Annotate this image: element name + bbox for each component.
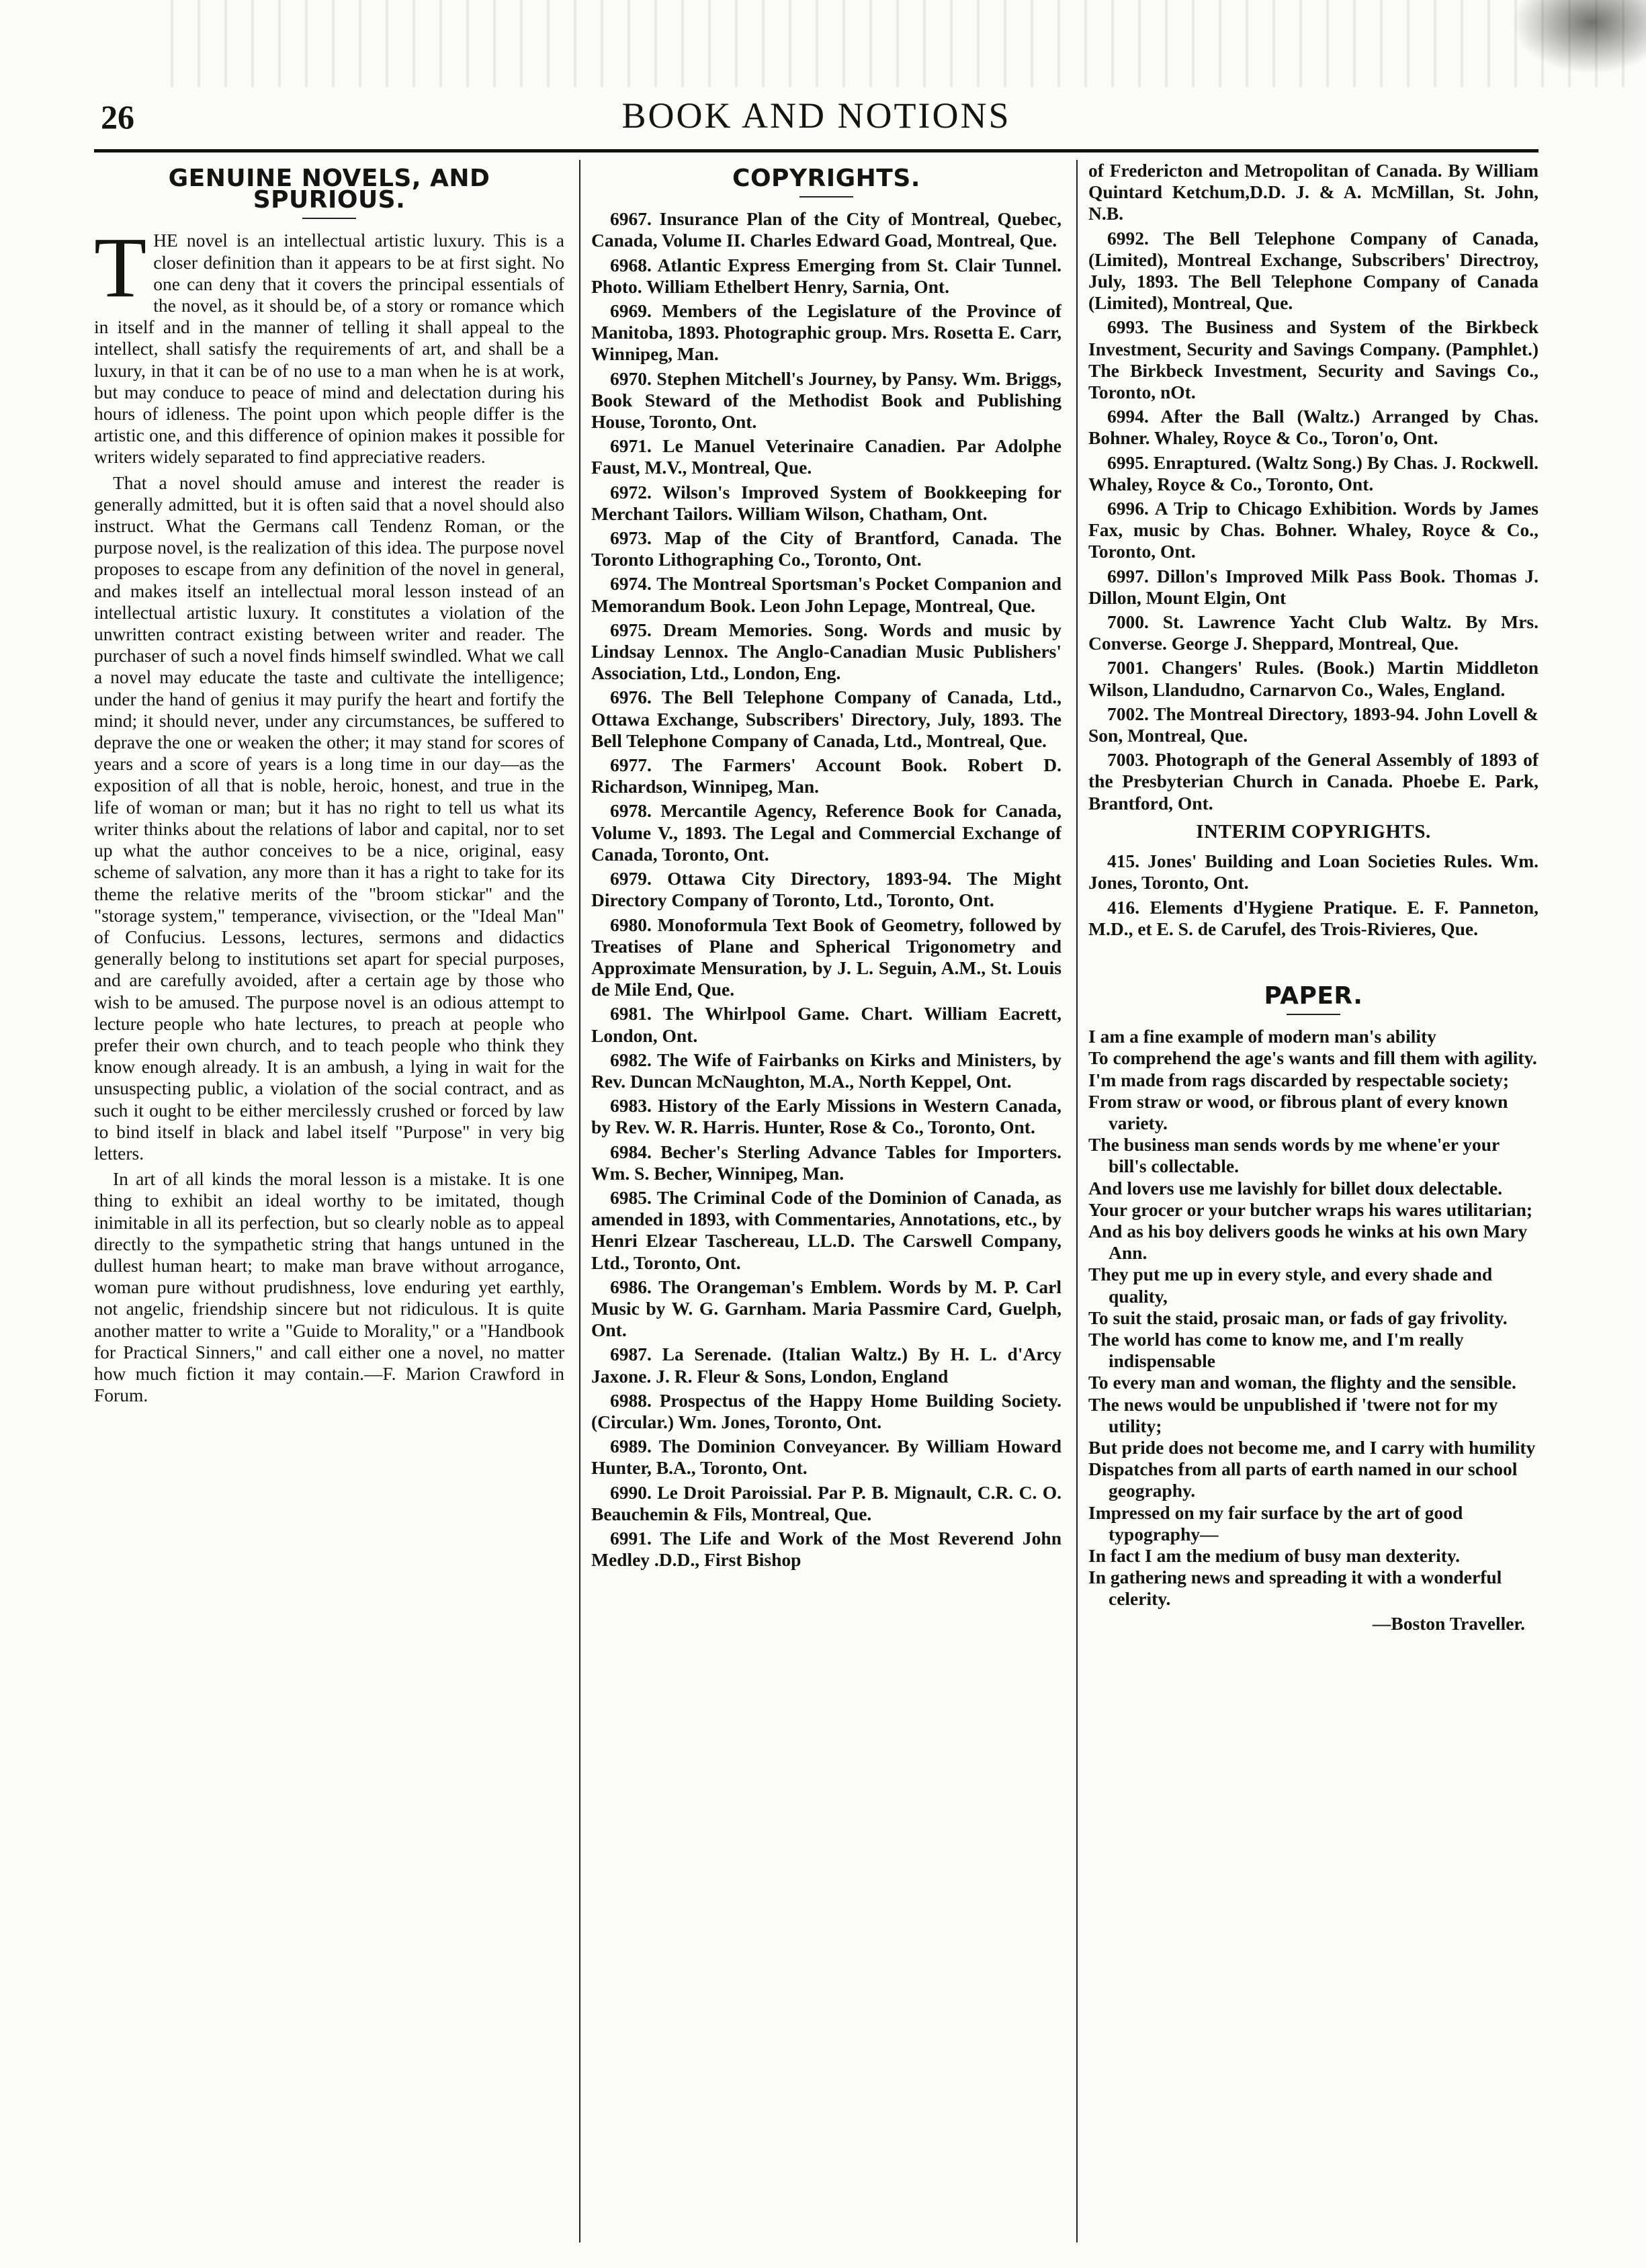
copyright-entry: 7001. Changers' Rules. (Book.) Martin Middleton Wilson, Llandudno, Carnarvon Co., Wales, England. (1088, 657, 1539, 700)
poem-line: Impressed on my fair surface by the art of good typography— (1088, 1501, 1463, 1544)
copyright-entry: 6996. A Trip to Chicago Exhibition. Words by James Fax, music by Chas. Bohner. Whaley, Royce & Co., Toronto, Ont. (1088, 498, 1539, 562)
poem-line: I am a fine example of modern man's ability (1088, 1026, 1436, 1047)
copyright-entry: 6970. Stephen Mitchell's Journey, by Pansy. Wm. Briggs, Book Steward of the Methodist Book and Publishing House, Toronto, Ont. (591, 367, 1062, 433)
column-novels (94, 160, 564, 2242)
copyright-entry: 6982. The Wife of Fairbanks on Kirks and Ministers, by Rev. Duncan McNaughton, M.A., North Keppel, Ont. (591, 1049, 1062, 1092)
copyright-entry-continuation: of Fredericton and Metropolitan of Canada. By William Quintard Ketchum,D.D. J. & A. McMillan, St. John, N.B. (1088, 160, 1539, 224)
poem-line: In fact I am the medium of busy man dexterity. (1088, 1544, 1461, 1566)
copyright-entry: 6968. Atlantic Express Emerging from St. Clair Tunnel. Photo. William Ethelbert Henry, Sarnia, Ont. (591, 254, 1062, 297)
copyright-entry: 6992. The Bell Telephone Company of Canada, (Limited), Montreal Exchange, Subscribers' Directroy, July, 1893. The Bell Telephone Company of Canada (Limited), Montreal, Que. (1088, 227, 1539, 314)
copyright-entry: 6981. The Whirlpool Game. Chart. William Eacrett, London, Ont. (591, 1003, 1062, 1046)
copyright-entry: 7003. Photograph of the General Assembly of 1893 of the Presbyterian Church in Canada. Phoebe E. Park, Brantford, Ont. (1088, 749, 1539, 814)
copyright-entry: 6990. Le Droit Paroissial. Par P. B. Mignault, C.R. C. O. Beauchemin & Fils, Montreal, Que. (591, 1481, 1062, 1524)
heading-rule (1287, 1014, 1340, 1015)
heading-rule (799, 196, 853, 198)
copyright-entry: 6991. The Life and Work of the Most Reverend John Medley .D.D., First Bishop (591, 1527, 1062, 1571)
spacer (1088, 943, 1539, 977)
copyright-entry: 6995. Enraptured. (Waltz Song.) By Chas. J. Rockwell. Whaley, Royce & Co., Toronto, Ont. (1088, 451, 1539, 494)
scan-noise (161, 0, 1646, 87)
poem-line: They put me up in every style, and every shade and quality, (1088, 1264, 1493, 1307)
copyright-entry: 6967. Insurance Plan of the City of Montreal, Quebec, Canada, Volume II. Charles Edward Goad, Montreal, Que. (591, 208, 1062, 251)
poem-attribution: —Boston Traveller. (1372, 1612, 1525, 1634)
copyright-entry: 6987. La Serenade. (Italian Waltz.) By H. L. d'Arcy Jaxone. J. R. Fleur & Sons, London, England (591, 1344, 1062, 1387)
interim-copyrights-heading: INTERIM COPYRIGHTS. (1196, 820, 1431, 842)
poem-line: To every man and woman, the flighty and the sensible. (1088, 1372, 1516, 1393)
copyright-entry: 6984. Becher's Sterling Advance Tables for Importers. Wm. S. Becher, Winnipeg, Man. (591, 1141, 1062, 1184)
poem-line: And as his boy delivers goods he winks at his own Mary Ann. (1088, 1220, 1528, 1264)
scan-smudge (1512, 0, 1646, 74)
copyright-entry: 6974. The Montreal Sportsman's Pocket Companion and Memorandum Book. Leon John Lepage, Montreal, Que. (591, 573, 1062, 616)
column-copyrights-continued (1088, 160, 1539, 2242)
poem-line: But pride does not become me, and I carry with humility (1088, 1436, 1536, 1458)
poem-line: Dispatches from all parts of earth named in our school geography. (1088, 1458, 1518, 1501)
column-divider (579, 160, 580, 2242)
column-copyrights (591, 160, 1062, 2242)
poem-line: In gathering news and spreading it with a wonderful celerity. (1088, 1567, 1502, 1610)
paragraph (94, 220, 564, 468)
poem-line: To comprehend the age's wants and fill them with agility. (1088, 1047, 1537, 1069)
poem-line: The business man sends words by me whene'er your bill's collectable. (1088, 1134, 1500, 1177)
copyright-entry: 6971. Le Manuel Veterinaire Canadien. Par Adolphe Faust, M.V., Montreal, Que. (591, 435, 1062, 478)
paragraph: In art of all kinds the moral lesson is a mistake. It is one thing to exhibit an ideal worthy to be imitated, though inimitable in all its perfection, but so clearly noble as to appeal directly to the sympathetic string that hangs untuned in the dullest human heart; to make man brave without arrogance, woman pure without prudishness, love enduring yet earthly, not angelic, friendship sincere but not ridiculous. It is quite another matter to write a "Guide to Morality," or a "Handbook for Practical Sinners," and call either one a novel, no matter how much fiction it may contain.—F. Marion Crawford in Forum. (94, 1168, 564, 1406)
poem-line: Your grocer or your butcher wraps his wares utilitarian; (1088, 1198, 1533, 1220)
interim-copyright-entry: 416. Elements d'Hygiene Pratique. E. F. Panneton, M.D., et E. S. de Carufel, des Trois-Rivieres, Que. (1088, 896, 1539, 939)
page-header (101, 91, 1532, 151)
article-columns (94, 160, 1539, 2242)
copyright-entry: 6983. History of the Early Missions in Western Canada, by Rev. W. R. Harris. Hunter, Rose & Co., Toronto, Ont. (591, 1095, 1062, 1138)
poem-heading: PAPER. (1264, 982, 1363, 1010)
drop-cap: T (94, 220, 147, 316)
copyright-entry: 6969. Members of the Legislature of the Province of Manitoba, 1893. Photographic group. Mrs. Rosetta E. Carr, Winnipeg, Man. (591, 300, 1062, 365)
poem-line: And lovers use me lavishly for billet doux delectable. (1088, 1177, 1502, 1198)
copyright-entry: 6989. The Dominion Conveyancer. By William Howard Hunter, B.A., Toronto, Ont. (591, 1436, 1062, 1479)
copyright-entry: 6986. The Orangeman's Emblem. Words by M. P. Carl Music by W. G. Garnham. Maria Passmire Card, Guelph, Ont. (591, 1276, 1062, 1341)
paragraph-text: HE novel is an intellectual artistic luxury. This is a closer definition than it appears to be at first sight. No one can deny that it covers the principal essentials of the novel, as it should be, of a story or romance which in itself and in the manner of telling it shall appeal to the intellect, shall satisfy the requirements of art, and shall be a luxury, in that it can be of no use to a man when he is at work, but may conduce to peace of mind and delectation during his hours of idleness. The point upon which people differ is the artistic one, and this difference of opinion makes it possible for writers widely separated to find appreciative readers. (94, 230, 564, 468)
journal-title: BOOK AND NOTIONS (621, 95, 1011, 136)
heading-rule (302, 218, 356, 219)
article-heading-copyrights: COPYRIGHTS. (732, 165, 920, 192)
poem-line: To suit the staid, prosaic man, or fads of gay frivolity. (1088, 1307, 1508, 1328)
copyright-entry: 7002. The Montreal Directory, 1893-94. John Lovell & Son, Montreal, Que. (1088, 703, 1539, 746)
copyright-entry: 6978. Mercantile Agency, Reference Book for Canada, Volume V., 1893. The Legal and Commercial Exchange of Canada, Toronto, Ont. (591, 800, 1062, 865)
article-heading-novels: GENUINE NOVELS, AND SPURIOUS. (168, 165, 490, 214)
column-divider (1076, 160, 1078, 2242)
page-number: 26 (101, 98, 134, 136)
copyright-entry: 6985. The Criminal Code of the Dominion of Canada, as amended in 1893, with Commentaries, Annotations, etc., by Henri Elzear Taschereau, LL.D. The Carswell Company, Ltd., Toronto, Ont. (591, 1186, 1062, 1273)
copyright-entry: 6979. Ottawa City Directory, 1893-94. The Might Directory Company of Toronto, Ltd., Toronto, Ont. (591, 868, 1062, 911)
header-rule (94, 149, 1539, 152)
copyright-entry: 6976. The Bell Telephone Company of Canada, Ltd., Ottawa Exchange, Subscribers' Directory, July, 1893. The Bell Telephone Company of Canada, Ltd., Montreal, Que. (591, 687, 1062, 751)
copyright-entry: 6980. Monoformula Text Book of Geometry, followed by Treatises of Plane and Spherical Trigonometry and Approximate Mensuration, by J. L. Seguin, A.M., St. Louis de Mile End, Que. (591, 914, 1062, 1000)
copyright-entry: 6997. Dillon's Improved Milk Pass Book. Thomas J. Dillon, Mount Elgin, Ont (1088, 565, 1539, 608)
copyright-entry: 6977. The Farmers' Account Book. Robert D. Richardson, Winnipeg, Man. (591, 754, 1062, 797)
copyright-entry: 6973. Map of the City of Brantford, Canada. The Toronto Lithographing Co., Toronto, Ont. (591, 527, 1062, 570)
poem-line: The world has come to know me, and I'm really indispensable (1088, 1328, 1464, 1372)
poem-line: The news would be unpublished if 'twere not for my utility; (1088, 1393, 1498, 1436)
copyright-entry: 6988. Prospectus of the Happy Home Building Society. (Circular.) Wm. Jones, Toronto, Ont. (591, 1389, 1062, 1432)
paragraph: That a novel should amuse and interest the reader is generally admitted, but it is often said that a novel should also instruct. What the Germans call Tendenz Roman, or the purpose novel, is the realization of this idea. The purpose novel proposes to escape from any definition of the novel in general, and makes itself an intellectual moral lesson instead of an intellectual artistic luxury. It constitutes a violation of the unwritten contract existing between writer and reader. The purchaser of such a novel finds himself swindled. What we call a novel may educate the taste and cultivate the intelligence; under the hand of genius it may purify the heart and fortify the mind; it should never, under any circumstances, be suffered to deprave the one or weaken the other; it may stand for scores of years and a score of years is a long time in our day—as the exposition of all that is noble, heroic, honest, and true in the life of woman or man; but it has no right to tell us what its writer thinks about the relations of labor and capital, nor to set up what the author conceives to be a nice, original, easy scheme of salvation, any more than it has a right to take for its theme the relative merits of the "broom stickar" and the "storage system," temperance, vivisection, or the "Ideal Man" of Confucius. Lessons, lectures, sermons and didactics generally belong to institutions set apart for special purposes, and are carefully avoided, after a certain age by those who wish to be amused. The purpose novel is an odious attempt to lecture people who hate lectures, to preach at people who prefer their own church, and to teach people who think they know enough already. It is an ambush, a lying in wait for the unsuspecting public, a violation of the social contract, and as such it ought to be either mercilessly crushed or forced by law to bind itself in black and label itself "Purpose" in very big letters. (94, 472, 564, 1164)
poem-line: From straw or wood, or fibrous plant of every known variety. (1088, 1090, 1508, 1133)
copyright-entry: 6993. The Business and System of the Birkbeck Investment, Security and Savings Company. (Pamphlet.) The Birkbeck Investment, Security and Savings Co., Toronto, nOt. (1088, 316, 1539, 403)
copyright-entry: 7000. St. Lawrence Yacht Club Waltz. By Mrs. Converse. George J. Sheppard, Montreal, Que. (1088, 611, 1539, 654)
copyright-entry: 6994. After the Ball (Waltz.) Arranged by Chas. Bohner. Whaley, Royce & Co., Toron'o, Ont. (1088, 406, 1539, 449)
copyright-entry: 6972. Wilson's Improved System of Bookkeeping for Merchant Tailors. William Wilson, Chatham, Ont. (591, 481, 1062, 524)
poem-line: I'm made from rags discarded by respectable society; (1088, 1069, 1510, 1090)
interim-copyright-entry: 415. Jones' Building and Loan Societies Rules. Wm. Jones, Toronto, Ont. (1088, 850, 1539, 893)
copyright-entry: 6975. Dream Memories. Song. Words and music by Lindsay Lennox. The Anglo-Canadian Music Publishers' Association, Ltd., London, Eng. (591, 619, 1062, 684)
